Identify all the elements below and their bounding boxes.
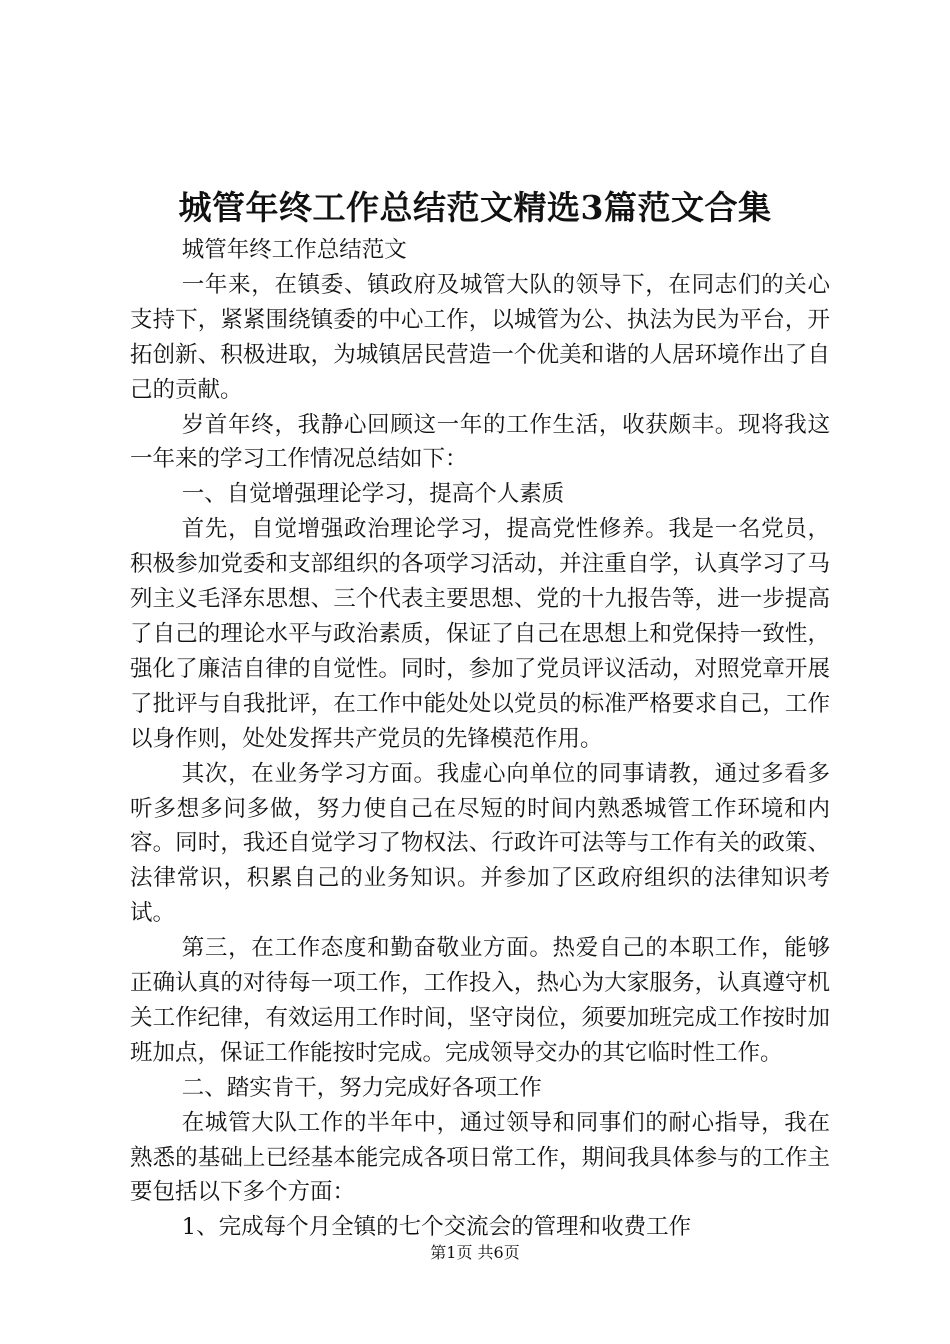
section-subtitle: 城管年终工作总结范文	[181, 237, 407, 263]
document-title: 城管年终工作总结范文精选3篇范文合集	[178, 188, 772, 227]
page-footer: 第1页 共6页	[430, 1243, 520, 1262]
paragraph-first: 首先，自觉增强政治理论学习，提高党性修养。我是一名党员，积极参加党委和支部组织的各项学习活动，并注重自学，认真学习了马列主义毛泽东思想、三个代表主要思想、党的十九报告等，进一步提高了自己的理论水平与政治素质，保证了自己在思想上和党保持一致性，强化了廉洁自律的自觉性。同时，参加了党员评议活动，对照党章开展了批评与自我批评，在工作中能处处以党员的标准严格要求自己，工作以身作则，处处发挥共产党员的先锋模范作用。	[130, 516, 830, 752]
paragraph-work: 在城管大队工作的半年中，通过领导和同事们的耐心指导，我在熟悉的基础上已经基本能完成各项日常工作，期间我具体参与的工作主要包括以下多个方面：	[130, 1109, 830, 1206]
document-body	[130, 233, 830, 1245]
paragraph-second: 其次，在业务学习方面。我虚心向单位的同事请教，通过多看多听多想多问多做，努力使自己在尽短的时间内熟悉城管工作环境和内容。同时，我还自觉学习了物权法、行政许可法等与工作有关的政策、法律常识，积累自己的业务知识。并参加了区政府组织的法律知识考试。	[130, 760, 830, 927]
list-item-one: 1、完成每个月全镇的七个交流会的管理和收费工作	[181, 1214, 692, 1241]
heading-one: 一、自觉增强理论学习，提高个人素质	[181, 481, 565, 508]
paragraph-review: 岁首年终，我静心回顾这一年的工作生活，收获颇丰。现将我这一年来的学习工作情况总结如下：	[130, 411, 830, 473]
heading-two: 二、踏实肯干，努力完成好各项工作	[181, 1074, 542, 1101]
paragraph-third: 第三，在工作态度和勤奋敬业方面。热爱自己的本职工作，能够正确认真的对待每一项工作，工作投入，热心为大家服务，认真遵守机关工作纪律，有效运用工作时间，坚守岗位，须要加班完成工作按时加班加点，保证工作能按时完成。完成领导交办的其它临时性工作。	[130, 935, 830, 1066]
paragraph-intro: 一年来，在镇委、镇政府及城管大队的领导下，在同志们的关心支持下，紧紧围绕镇委的中心工作，以城管为公、执法为民为平台，开拓创新、积极进取，为城镇居民营造一个优美和谐的人居环境作出了自己的贡献。	[130, 271, 830, 403]
